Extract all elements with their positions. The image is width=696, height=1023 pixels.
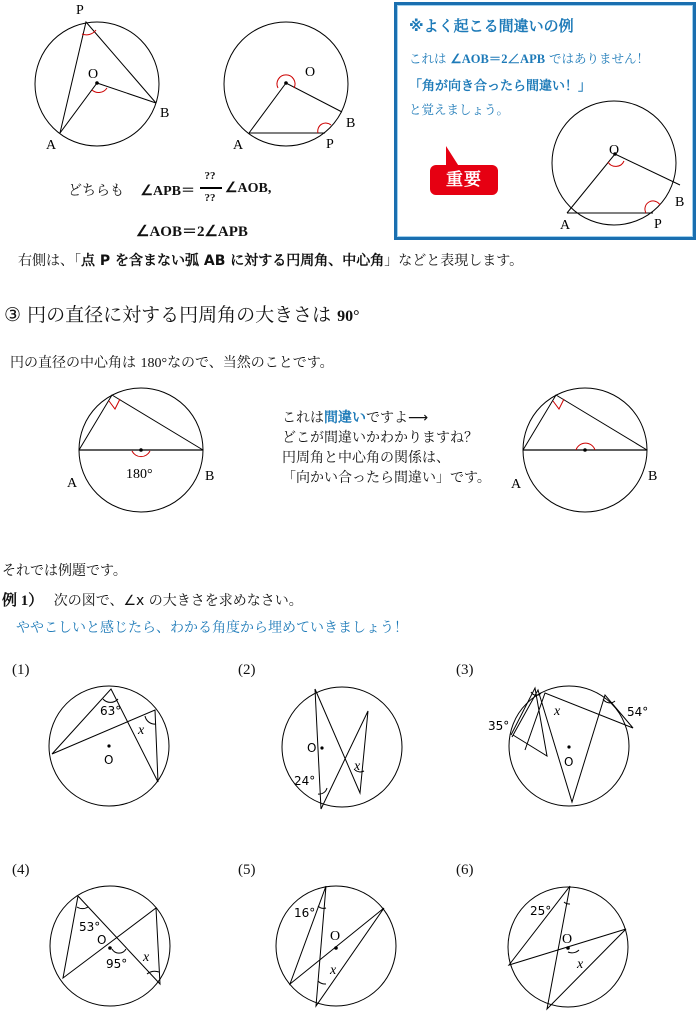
- formula-prefix: どちらも: [68, 183, 124, 199]
- angle-label: 24°: [294, 774, 316, 788]
- point-label-b: B: [160, 106, 170, 121]
- mistake-box-line2: 「角が向き合ったら間違い！」: [409, 79, 592, 94]
- point-label-p: P: [654, 217, 662, 232]
- center-label: O: [330, 929, 341, 944]
- unknown-x-label: x: [138, 723, 145, 738]
- text: 円の直径の中心角は: [10, 355, 136, 371]
- point-label-b: B: [205, 469, 215, 484]
- angle-label: 63°: [100, 704, 122, 718]
- point-label-a: A: [511, 477, 522, 492]
- angle-label: 53°: [79, 920, 101, 934]
- text: 」などと表現します。: [384, 253, 524, 269]
- point-label-a: A: [67, 476, 78, 491]
- point-label-a: A: [233, 138, 244, 153]
- problem-6-figure: [507, 886, 637, 1016]
- fraction-denominator: ??: [204, 192, 216, 204]
- point-label-o: O: [305, 65, 316, 80]
- point-label-b: B: [675, 195, 685, 210]
- example-intro: それでは例題です。: [2, 563, 127, 579]
- formula-lhs: ∠APB＝: [140, 184, 196, 199]
- problem-2-figure: [280, 686, 410, 816]
- mistake-box-line3: と覚えましょう。: [409, 102, 510, 117]
- mistake-box-title: ※よく起こる間違いの例: [409, 17, 574, 35]
- fraction-numerator: ??: [204, 170, 216, 182]
- point-label-p: P: [326, 137, 334, 152]
- text: ですよ⟶: [366, 410, 429, 426]
- angle-label: 25°: [530, 904, 552, 918]
- expression-note: [18, 250, 523, 270]
- unknown-x-label: x: [577, 957, 584, 972]
- center-label: O: [97, 933, 107, 947]
- problem-1-figure: [48, 686, 178, 816]
- angle-label: 16°: [294, 906, 316, 920]
- point-label-b: B: [648, 469, 658, 484]
- angle-label: 35°: [488, 719, 510, 733]
- example-label: 例 1）: [2, 593, 44, 609]
- point-label-a: A: [560, 218, 571, 233]
- wrong-example-note: [282, 408, 491, 488]
- point-label-p: P: [76, 3, 84, 18]
- problem-4-figure: [48, 886, 178, 1016]
- problem-2-number: (2): [238, 662, 256, 678]
- question-text: 次の図で、∠x の大きさを求めなさい。: [53, 593, 303, 609]
- section-3-note: [10, 352, 334, 372]
- wrong-note-line1: [282, 408, 491, 428]
- text: ではありません！: [549, 51, 650, 66]
- section-3-heading: [4, 300, 360, 327]
- problem-5-number: (5): [238, 862, 256, 878]
- text: これは: [409, 51, 447, 66]
- problem-6-number: (6): [456, 862, 474, 878]
- wrong-note-line2: どこが間違いかわかりますね？: [282, 430, 478, 446]
- unknown-x-label: x: [554, 704, 561, 719]
- important-badge: 重要: [430, 165, 498, 195]
- unknown-x-label: x: [143, 950, 150, 965]
- mistake-box-figure: [540, 95, 690, 235]
- center-label: O: [307, 741, 317, 755]
- problem-4-number: (4): [12, 862, 30, 878]
- problem-5-figure: [276, 886, 406, 1016]
- point-label-o: O: [88, 67, 99, 82]
- unknown-x-label: x: [354, 759, 361, 774]
- center-label: O: [562, 932, 573, 947]
- problem-3-figure: [488, 686, 665, 816]
- inscribed-angle-figure-left: [0, 0, 200, 160]
- unknown-x-label: x: [330, 963, 337, 978]
- text: 右側は、「: [18, 253, 81, 269]
- text: これは: [282, 410, 324, 426]
- bold-text: 点 P を含まない弧 AB に対する円周角、中心角: [81, 253, 385, 269]
- diameter-figure-right: [500, 380, 696, 520]
- point-label-b: B: [346, 116, 356, 131]
- highlight-text: 間違い: [324, 410, 366, 426]
- formula-text: ∠AOB＝2∠APB: [450, 52, 546, 66]
- problem-3-number: (3): [456, 662, 474, 678]
- point-label-o: O: [609, 143, 620, 158]
- problem-1-number: (1): [12, 662, 30, 678]
- inscribed-angle-figure-right: [200, 0, 380, 160]
- angle-label-180: 180°: [126, 467, 153, 482]
- diameter-figure-left: [50, 380, 310, 520]
- angle-label: 95°: [106, 957, 128, 971]
- fraction-bar: [200, 187, 222, 189]
- section-title: 円の直径に対する円周角の大きさは: [27, 304, 332, 326]
- example-hint: ややこしいと感じたら、わかる角度から埋めていきましょう！: [16, 620, 408, 636]
- formula-line1: [68, 180, 195, 200]
- formula-rhs: ∠AOB,: [225, 181, 272, 196]
- formula-line2: ∠AOB＝2∠APB: [136, 224, 248, 240]
- example-question: [2, 589, 303, 610]
- angle-value: 180°: [140, 356, 168, 371]
- section-value: 90°: [337, 308, 360, 325]
- wrong-note-line3: 円周角と中心角の関係は、: [282, 450, 450, 466]
- angle-label: 54°: [627, 705, 649, 719]
- center-label: O: [564, 755, 574, 769]
- section-marker: ③: [4, 304, 22, 326]
- text: なので、当然のことです。: [167, 355, 334, 371]
- wrong-note-line4: 「向かい合ったら間違い」です。: [282, 470, 491, 486]
- center-label: O: [104, 753, 114, 767]
- point-label-a: A: [46, 138, 57, 153]
- mistake-box-line1: [409, 49, 649, 67]
